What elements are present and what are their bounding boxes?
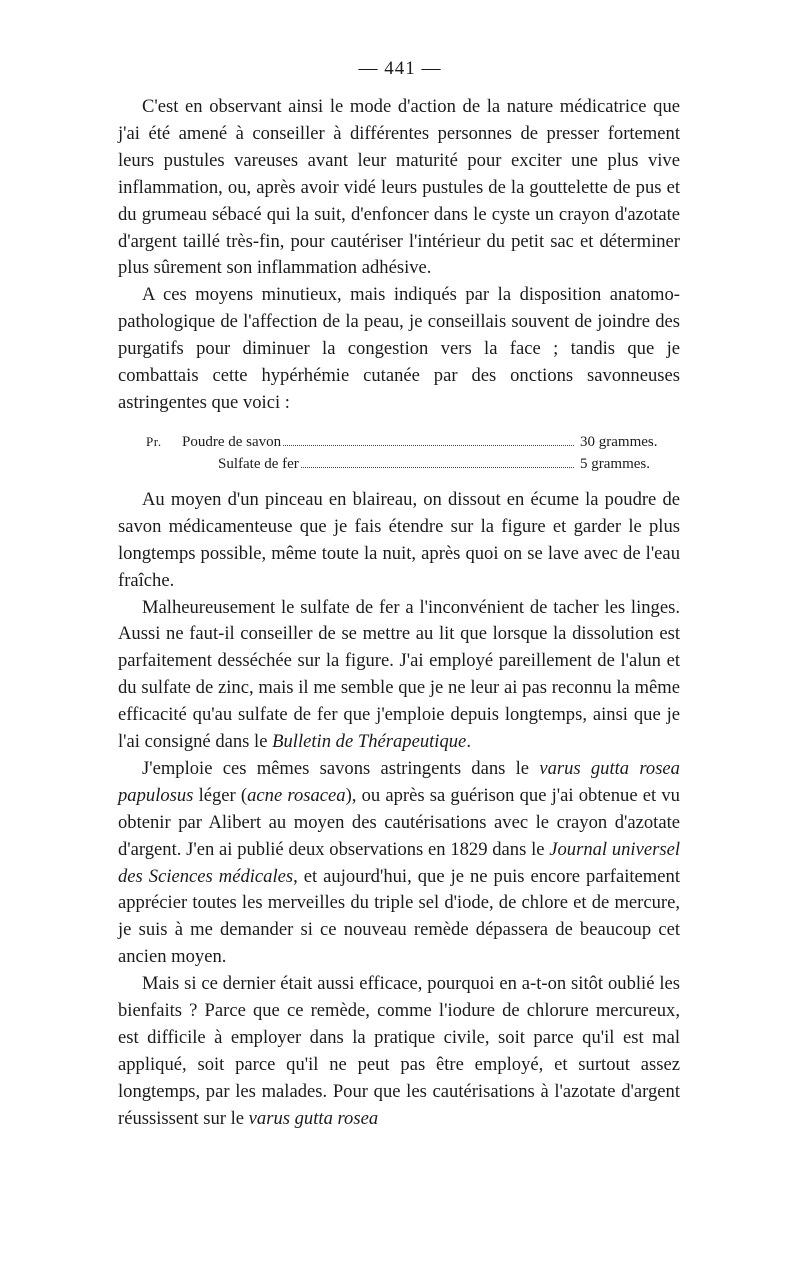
- recipe-ingredient: Sulfate de fer: [218, 455, 299, 472]
- paragraph-text: Mais si ce dernier était aussi efficace, pourquoi en a-t-on sitôt oublié les bienfaits ? Parce que ce remède, comme l'iodure de chlorure mercureux, est difficile à employer dans la pratique civile, soit parce qu'il est mal appliqué, soit parce qu'il ne peut pas être employé, et surtout assez longtemps, par les malades. Pour que les cautérisations à l'azotate d'argent réussissent sur le: [118, 973, 680, 1129]
- latin-term: varus gutta rosea papulosus: [118, 757, 680, 806]
- paragraph: [118, 971, 680, 1132]
- paragraph-text: Malheureusement le sulfate de fer a l'inconvénient de tacher les linges. Aussi ne faut-il conseiller de se mettre au lit que lorsque la dissolution est parfaitement desséchée sur la figure. J'ai employé pareillement de l'alun et du sulfate de zinc, mais il me semble que je ne leur ai pas reconnu la même efficacité qu'au sulfate de fer que j'emploie depuis longtemps, ainsi que je l'ai consigné dans le: [118, 596, 680, 753]
- recipe-prefix: Pr.: [146, 433, 162, 449]
- recipe-row: [118, 453, 680, 475]
- paragraph-text: , et aujourd'hui, que je ne puis encore parfaitement apprécier toutes les merveilles du triple sel d'iode, de chlore et de mercure, je suis à me demander si ce nouveau remède dépassera de beaucoup cet ancien moyen.: [118, 865, 680, 968]
- journal-title: Journal universel des Sciences médicales: [118, 838, 680, 887]
- paragraph: [118, 756, 680, 971]
- paragraph: C'est en observant ainsi le mode d'action de la nature médicatrice que j'ai été amené à conseiller à différentes personnes de presser fortement leurs pustules vareuses avant leur maturité pour exciter une plus vive inflammation, ou, après avoir vidé leurs pustules de la gouttelette de pus et du grumeau sébacé qui la suit, d'enfoncer dans le cyste un crayon d'azotate d'argent taillé très-fin, pour cautériser l'intérieur du petit sac et déterminer plus sûrement son inflammation adhésive.: [118, 96, 680, 279]
- recipe-quantity: 30 grammes.: [580, 433, 658, 450]
- paragraph-text: ), ou après sa guérison que j'ai obtenue et vu obtenir par Alibert au moyen des cautérisations avec le crayon d'azotate d'argent. J'en ai publié deux observations en 1829 dans le: [118, 784, 680, 860]
- recipe-quantity: 5 grammes.: [580, 455, 650, 472]
- recipe-ingredient: Poudre de savon: [182, 433, 282, 450]
- paragraph: A ces moyens minutieux, mais indiqués par la disposition anatomo-pathologique de l'affection de la peau, je conseillais souvent de joindre des purgatifs pour diminuer la congestion vers la face ; tandis que je combattais cette hypérhémie cutanée par des onctions savonneuses astringentes que voici :: [118, 284, 680, 413]
- page-number: — 441 —: [358, 58, 442, 79]
- dot-leader: [301, 467, 574, 468]
- paragraph: [118, 595, 680, 756]
- paragraph-text: .: [466, 731, 471, 753]
- paragraph: Au moyen d'un pinceau en blaireau, on dissout en écume la poudre de savon médicamenteuse que je fais étendre sur la figure et garder le plus longtemps possible, même toute la nuit, après quoi on se lave avec de l'eau fraîche.: [118, 488, 680, 591]
- page-body: [118, 94, 680, 1133]
- latin-term: varus gutta rosea: [248, 1107, 379, 1129]
- journal-title: Bulletin de Thérapeutique: [272, 731, 467, 753]
- latin-term: acne rosacea: [247, 784, 346, 806]
- paragraph-text: J'emploie ces mêmes savons astringents dans le: [142, 757, 530, 779]
- paragraph-text: léger (: [198, 784, 248, 806]
- recipe-block: [118, 431, 680, 475]
- recipe-row: [118, 431, 680, 453]
- dot-leader: [283, 445, 574, 446]
